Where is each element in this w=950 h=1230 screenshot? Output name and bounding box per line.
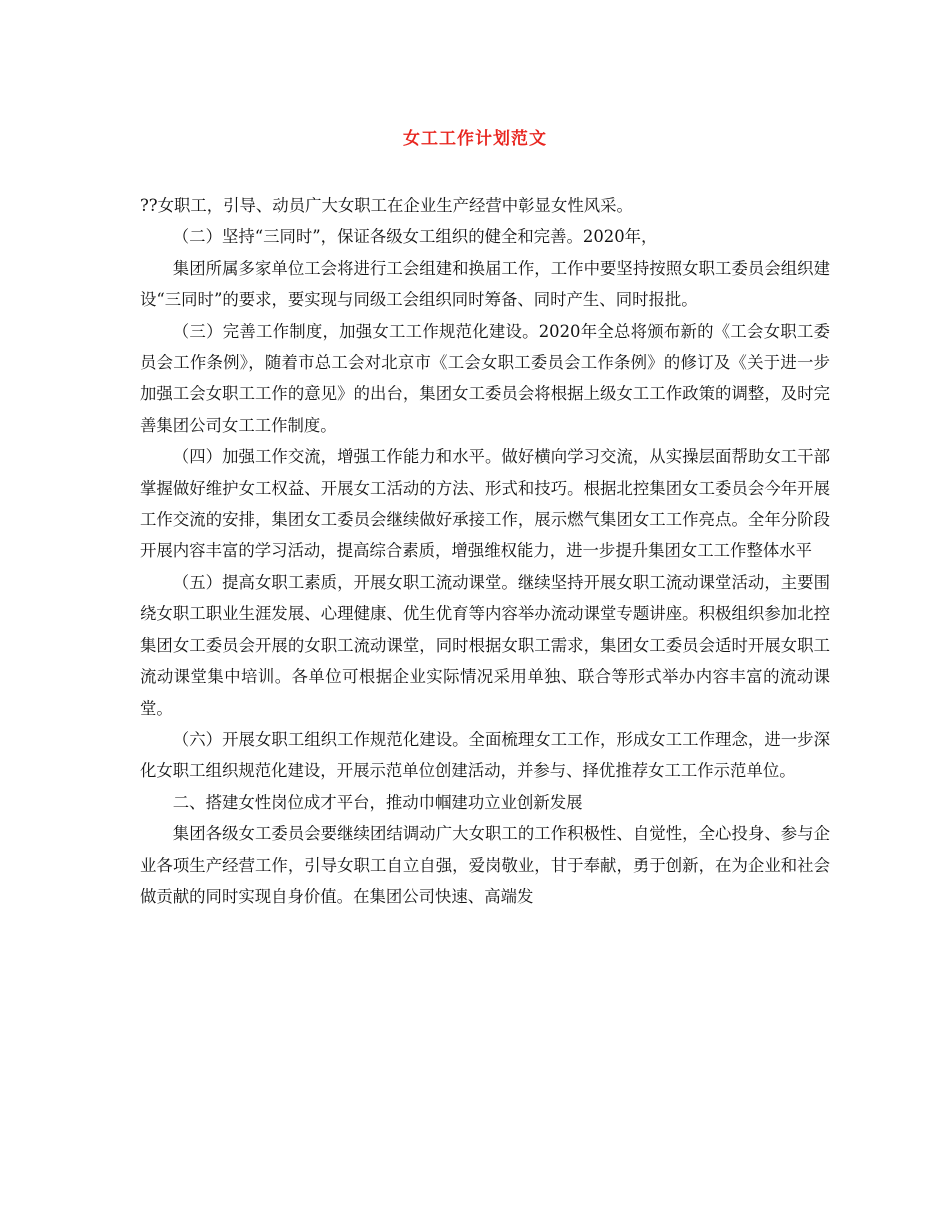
paragraph-part-2-body: 集团各级女工委员会要继续团结调动广大女职工的工作积极性、自觉性，全心投身、参与企业各项生产经营工作，引导女职工自立自强，爱岗敬业，甘于奉献，勇于创新，在为企业和社会做贡献的同时实现自身价值。在集团公司快速、高端发 bbox=[140, 824, 830, 906]
paragraph-section-3: （三）完善工作制度，加强女工工作规范化建设。2020年全总将颁布新的《工会女职工委员会工作条例》，随着市总工会对北京市《工会女职工委员会工作条例》的修订及《关于进一步加强工会女职工工作的意见》的出台，集团女工委员会将根据上级女工工作政策的调整，及时完善集团公司女工工作制度。 bbox=[140, 321, 830, 435]
document-body bbox=[140, 190, 830, 912]
paragraph-continued: ??女职工，引导、动员广大女职工在企业生产经营中彰显女性风采。 bbox=[140, 196, 633, 215]
heading-part-2: 二、搭建女性岗位成才平台，推动巾帼建功立业创新发展 bbox=[172, 792, 583, 812]
paragraph-section-6: （六）开展女职工组织工作规范化建设。全面梳理女工工作，形成女工工作理念，进一步深化女职工组织规范化建设，开展示范单位创建活动，并参与、择优推荐女工工作示范单位。 bbox=[140, 729, 830, 781]
paragraph-section-5: （五）提高女职工素质，开展女职工流动课堂。继续坚持开展女职工流动课堂活动，主要围绕女职工职业生涯发展、心理健康、优生优育等内容举办流动课堂专题讲座。积极组织参加北控集团女工委员会开展的女职工流动课堂，同时根据女职工需求，集团女工委员会适时开展女职工流动课堂集中培训。各单位可根据企业实际情况采用单独、联合等形式举办内容丰富的流动课堂。 bbox=[140, 572, 830, 718]
paragraph-reorganization: 集团所属多家单位工会将进行工会组建和换届工作，工作中要坚持按照女职工委员会组织建设“三同时”的要求，要实现与同级工会组织同时筹备、同时产生、同时报批。 bbox=[140, 258, 830, 310]
paragraph-section-2: （二）坚持“三同时”，保证各级女工组织的健全和完善。2020年， bbox=[172, 227, 658, 247]
paragraph-section-4: （四）加强工作交流，增强工作能力和水平。做好横向学习交流，从实操层面帮助女工干部掌握做好维护女工权益、开展女工活动的方法、形式和技巧。根据北控集团女工委员会今年开展工作交流的安排，集团女工委员会继续做好承接工作，展示燃气集团女工工作亮点。全年分阶段开展内容丰富的学习活动，提高综合素质，增强维权能力，进一步提升集团女工工作整体水平 bbox=[140, 447, 830, 561]
document-title: 女工工作计划范文 bbox=[403, 129, 547, 149]
